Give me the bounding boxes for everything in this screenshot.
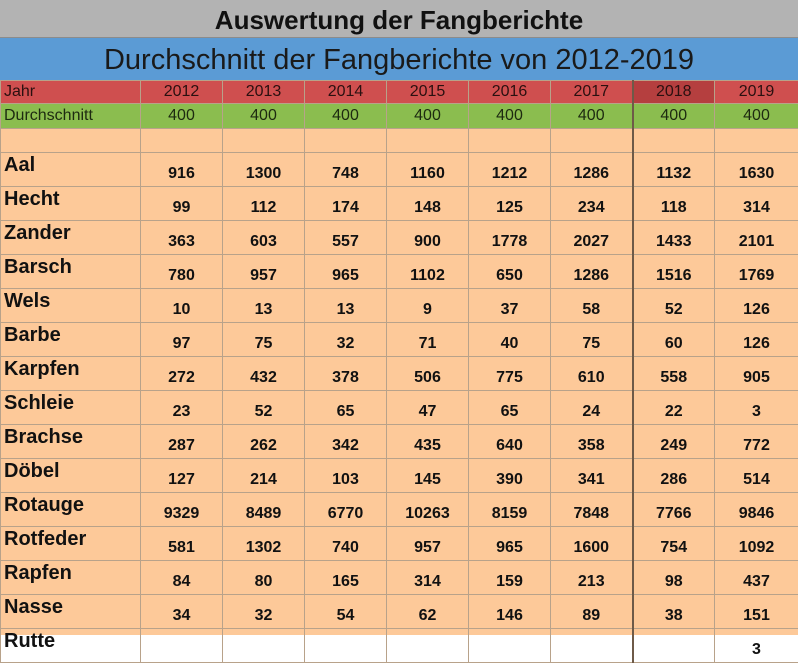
- year-cell[interactable]: 2013: [223, 81, 305, 104]
- empty-cell[interactable]: [551, 129, 633, 153]
- fish-name-cell[interactable]: Nasse: [1, 595, 141, 629]
- catch-value-cell[interactable]: 118: [633, 187, 715, 221]
- catch-value-cell[interactable]: 748: [305, 153, 387, 187]
- catch-value-cell[interactable]: 1516: [633, 255, 715, 289]
- catch-value-cell[interactable]: [305, 629, 387, 663]
- catch-value-cell[interactable]: 514: [715, 459, 798, 493]
- fish-row: [1, 221, 798, 255]
- fish-row: [1, 153, 798, 187]
- catch-value-cell[interactable]: 437: [715, 561, 798, 595]
- catch-value-cell[interactable]: 2027: [551, 221, 633, 255]
- catch-value-cell[interactable]: 603: [223, 221, 305, 255]
- empty-cell[interactable]: [223, 129, 305, 153]
- catch-value-cell[interactable]: 214: [223, 459, 305, 493]
- catch-value-cell[interactable]: 125: [469, 187, 551, 221]
- catch-value-cell[interactable]: 1092: [715, 527, 798, 561]
- catch-value-cell[interactable]: 957: [387, 527, 469, 561]
- empty-cell[interactable]: [387, 129, 469, 153]
- catch-value-cell[interactable]: 97: [141, 323, 223, 357]
- year-row-label[interactable]: Jahr: [1, 81, 141, 104]
- year-cell[interactable]: 2019: [715, 81, 798, 104]
- average-cell[interactable]: 400: [305, 104, 387, 129]
- catch-value-cell[interactable]: [223, 629, 305, 663]
- year-cell[interactable]: 2014: [305, 81, 387, 104]
- catch-value-cell[interactable]: 272: [141, 357, 223, 391]
- catch-value-cell[interactable]: 127: [141, 459, 223, 493]
- catch-value-cell[interactable]: 38: [633, 595, 715, 629]
- catch-value-cell[interactable]: 89: [551, 595, 633, 629]
- catch-value-cell[interactable]: [551, 629, 633, 663]
- fish-name-cell[interactable]: Döbel: [1, 459, 141, 493]
- average-cell[interactable]: 400: [715, 104, 798, 129]
- catch-value-cell[interactable]: 112: [223, 187, 305, 221]
- year-row: [1, 81, 798, 104]
- average-cell[interactable]: 400: [469, 104, 551, 129]
- catch-value-cell[interactable]: 98: [633, 561, 715, 595]
- catch-value-cell[interactable]: 1600: [551, 527, 633, 561]
- catch-value-cell[interactable]: 159: [469, 561, 551, 595]
- catch-value-cell[interactable]: 7766: [633, 493, 715, 527]
- year-cell[interactable]: 2018: [633, 81, 715, 104]
- catch-table: [0, 80, 798, 663]
- catch-value-cell[interactable]: 151: [715, 595, 798, 629]
- fish-row: [1, 323, 798, 357]
- catch-value-cell[interactable]: 957: [223, 255, 305, 289]
- catch-value-cell[interactable]: 52: [223, 391, 305, 425]
- catch-value-cell[interactable]: 1286: [551, 153, 633, 187]
- catch-value-cell[interactable]: 287: [141, 425, 223, 459]
- catch-value-cell[interactable]: 1286: [551, 255, 633, 289]
- average-row-label[interactable]: Durchschnitt: [1, 104, 141, 129]
- fish-name-cell[interactable]: Wels: [1, 289, 141, 323]
- catch-value-cell[interactable]: 60: [633, 323, 715, 357]
- catch-value-cell[interactable]: 1630: [715, 153, 798, 187]
- empty-cell[interactable]: [1, 129, 141, 153]
- catch-value-cell[interactable]: 24: [551, 391, 633, 425]
- catch-value-cell[interactable]: 34: [141, 595, 223, 629]
- catch-value-cell[interactable]: 32: [305, 323, 387, 357]
- catch-value-cell[interactable]: [633, 629, 715, 663]
- fish-name-cell[interactable]: Rotauge: [1, 493, 141, 527]
- catch-value-cell[interactable]: 1132: [633, 153, 715, 187]
- catch-value-cell[interactable]: 234: [551, 187, 633, 221]
- catch-value-cell[interactable]: 378: [305, 357, 387, 391]
- empty-cell[interactable]: [469, 129, 551, 153]
- empty-cell[interactable]: [633, 129, 715, 153]
- fish-row: [1, 459, 798, 493]
- catch-value-cell[interactable]: 22: [633, 391, 715, 425]
- catch-value-cell[interactable]: 126: [715, 323, 798, 357]
- fish-name-cell[interactable]: Rutte: [1, 629, 141, 663]
- fish-row: [1, 255, 798, 289]
- year-cell[interactable]: 2015: [387, 81, 469, 104]
- catch-value-cell[interactable]: 10263: [387, 493, 469, 527]
- catch-value-cell[interactable]: 358: [551, 425, 633, 459]
- catch-value-cell[interactable]: 47: [387, 391, 469, 425]
- sheet-subtitle[interactable]: Durchschnitt der Fangberichte von 2012-2019: [0, 38, 798, 80]
- catch-value-cell[interactable]: 54: [305, 595, 387, 629]
- catch-value-cell[interactable]: 314: [715, 187, 798, 221]
- catch-value-cell[interactable]: [141, 629, 223, 663]
- catch-value-cell[interactable]: 363: [141, 221, 223, 255]
- catch-value-cell[interactable]: 165: [305, 561, 387, 595]
- catch-value-cell[interactable]: 62: [387, 595, 469, 629]
- catch-value-cell[interactable]: [469, 629, 551, 663]
- catch-value-cell[interactable]: 40: [469, 323, 551, 357]
- year-cell[interactable]: 2016: [469, 81, 551, 104]
- catch-value-cell[interactable]: 32: [223, 595, 305, 629]
- catch-value-cell[interactable]: 103: [305, 459, 387, 493]
- fish-row: [1, 561, 798, 595]
- fish-row: [1, 187, 798, 221]
- fish-name-cell[interactable]: Barsch: [1, 255, 141, 289]
- catch-value-cell[interactable]: 390: [469, 459, 551, 493]
- year-cell[interactable]: 2012: [141, 81, 223, 104]
- catch-value-cell[interactable]: 8159: [469, 493, 551, 527]
- catch-value-cell[interactable]: 37: [469, 289, 551, 323]
- catch-value-cell[interactable]: 9: [387, 289, 469, 323]
- catch-value-cell[interactable]: 432: [223, 357, 305, 391]
- fish-row: [1, 357, 798, 391]
- catch-value-cell[interactable]: 23: [141, 391, 223, 425]
- fish-name-cell[interactable]: Hecht: [1, 187, 141, 221]
- catch-value-cell[interactable]: 2101: [715, 221, 798, 255]
- catch-value-cell[interactable]: 52: [633, 289, 715, 323]
- average-cell[interactable]: 400: [551, 104, 633, 129]
- catch-value-cell[interactable]: 581: [141, 527, 223, 561]
- catch-value-cell[interactable]: 75: [223, 323, 305, 357]
- empty-cell[interactable]: [715, 129, 798, 153]
- catch-value-cell[interactable]: 84: [141, 561, 223, 595]
- catch-value-cell[interactable]: 3: [715, 391, 798, 425]
- catch-value-cell[interactable]: 1769: [715, 255, 798, 289]
- catch-value-cell[interactable]: 916: [141, 153, 223, 187]
- fish-row: [1, 493, 798, 527]
- fish-name-cell[interactable]: Karpfen: [1, 357, 141, 391]
- empty-cell[interactable]: [305, 129, 387, 153]
- catch-value-cell[interactable]: 1212: [469, 153, 551, 187]
- fish-row: [1, 391, 798, 425]
- catch-value-cell[interactable]: 314: [387, 561, 469, 595]
- catch-value-cell[interactable]: 1102: [387, 255, 469, 289]
- catch-value-cell[interactable]: 10: [141, 289, 223, 323]
- catch-value-cell[interactable]: 80: [223, 561, 305, 595]
- catch-value-cell[interactable]: 772: [715, 425, 798, 459]
- catch-value-cell[interactable]: 99: [141, 187, 223, 221]
- catch-value-cell[interactable]: 1300: [223, 153, 305, 187]
- fish-row: [1, 425, 798, 459]
- average-cell[interactable]: 400: [223, 104, 305, 129]
- fish-name-cell[interactable]: Aal: [1, 153, 141, 187]
- empty-cell[interactable]: [141, 129, 223, 153]
- catch-value-cell[interactable]: 506: [387, 357, 469, 391]
- average-cell[interactable]: 400: [633, 104, 715, 129]
- fish-name-cell[interactable]: Brachse: [1, 425, 141, 459]
- catch-value-cell[interactable]: 286: [633, 459, 715, 493]
- catch-value-cell[interactable]: 1160: [387, 153, 469, 187]
- catch-value-cell[interactable]: 6770: [305, 493, 387, 527]
- catch-value-cell[interactable]: 249: [633, 425, 715, 459]
- catch-value-cell[interactable]: 610: [551, 357, 633, 391]
- catch-value-cell[interactable]: 341: [551, 459, 633, 493]
- catch-value-cell[interactable]: 126: [715, 289, 798, 323]
- catch-value-cell[interactable]: 775: [469, 357, 551, 391]
- fish-row: [1, 629, 798, 663]
- catch-value-cell[interactable]: 1778: [469, 221, 551, 255]
- catch-value-cell[interactable]: 148: [387, 187, 469, 221]
- fish-name-cell[interactable]: Rapfen: [1, 561, 141, 595]
- year-cell[interactable]: 2017: [551, 81, 633, 104]
- catch-value-cell[interactable]: 650: [469, 255, 551, 289]
- catch-value-cell[interactable]: 754: [633, 527, 715, 561]
- fish-row: [1, 595, 798, 629]
- catch-value-cell[interactable]: 900: [387, 221, 469, 255]
- catch-value-cell[interactable]: 740: [305, 527, 387, 561]
- catch-value-cell[interactable]: 65: [305, 391, 387, 425]
- fish-name-cell[interactable]: Schleie: [1, 391, 141, 425]
- catch-value-cell[interactable]: 435: [387, 425, 469, 459]
- catch-value-cell[interactable]: [387, 629, 469, 663]
- catch-value-cell[interactable]: 965: [469, 527, 551, 561]
- catch-value-cell[interactable]: 3: [715, 629, 798, 663]
- catch-value-cell[interactable]: 146: [469, 595, 551, 629]
- catch-value-cell[interactable]: 71: [387, 323, 469, 357]
- catch-value-cell[interactable]: 342: [305, 425, 387, 459]
- catch-value-cell[interactable]: 965: [305, 255, 387, 289]
- catch-value-cell[interactable]: 145: [387, 459, 469, 493]
- catch-value-cell[interactable]: 13: [223, 289, 305, 323]
- average-cell[interactable]: 400: [387, 104, 469, 129]
- catch-value-cell[interactable]: 13: [305, 289, 387, 323]
- catch-value-cell[interactable]: 9846: [715, 493, 798, 527]
- blank-row: [1, 129, 798, 153]
- catch-value-cell[interactable]: 558: [633, 357, 715, 391]
- catch-value-cell[interactable]: 905: [715, 357, 798, 391]
- catch-value-cell[interactable]: 262: [223, 425, 305, 459]
- catch-value-cell[interactable]: 1302: [223, 527, 305, 561]
- catch-value-cell[interactable]: 75: [551, 323, 633, 357]
- catch-value-cell[interactable]: 557: [305, 221, 387, 255]
- sheet-title[interactable]: Auswertung der Fangberichte: [0, 0, 798, 38]
- fish-name-cell[interactable]: Rotfeder: [1, 527, 141, 561]
- fish-name-cell[interactable]: Zander: [1, 221, 141, 255]
- catch-value-cell[interactable]: 640: [469, 425, 551, 459]
- average-row: [1, 104, 798, 129]
- catch-value-cell[interactable]: 8489: [223, 493, 305, 527]
- fish-row: [1, 289, 798, 323]
- average-cell[interactable]: 400: [141, 104, 223, 129]
- catch-value-cell[interactable]: 58: [551, 289, 633, 323]
- fish-name-cell[interactable]: Barbe: [1, 323, 141, 357]
- catch-value-cell[interactable]: 174: [305, 187, 387, 221]
- catch-value-cell[interactable]: 9329: [141, 493, 223, 527]
- catch-value-cell[interactable]: 65: [469, 391, 551, 425]
- fish-row: [1, 527, 798, 561]
- catch-value-cell[interactable]: 7848: [551, 493, 633, 527]
- catch-value-cell[interactable]: 1433: [633, 221, 715, 255]
- catch-value-cell[interactable]: 213: [551, 561, 633, 595]
- catch-value-cell[interactable]: 780: [141, 255, 223, 289]
